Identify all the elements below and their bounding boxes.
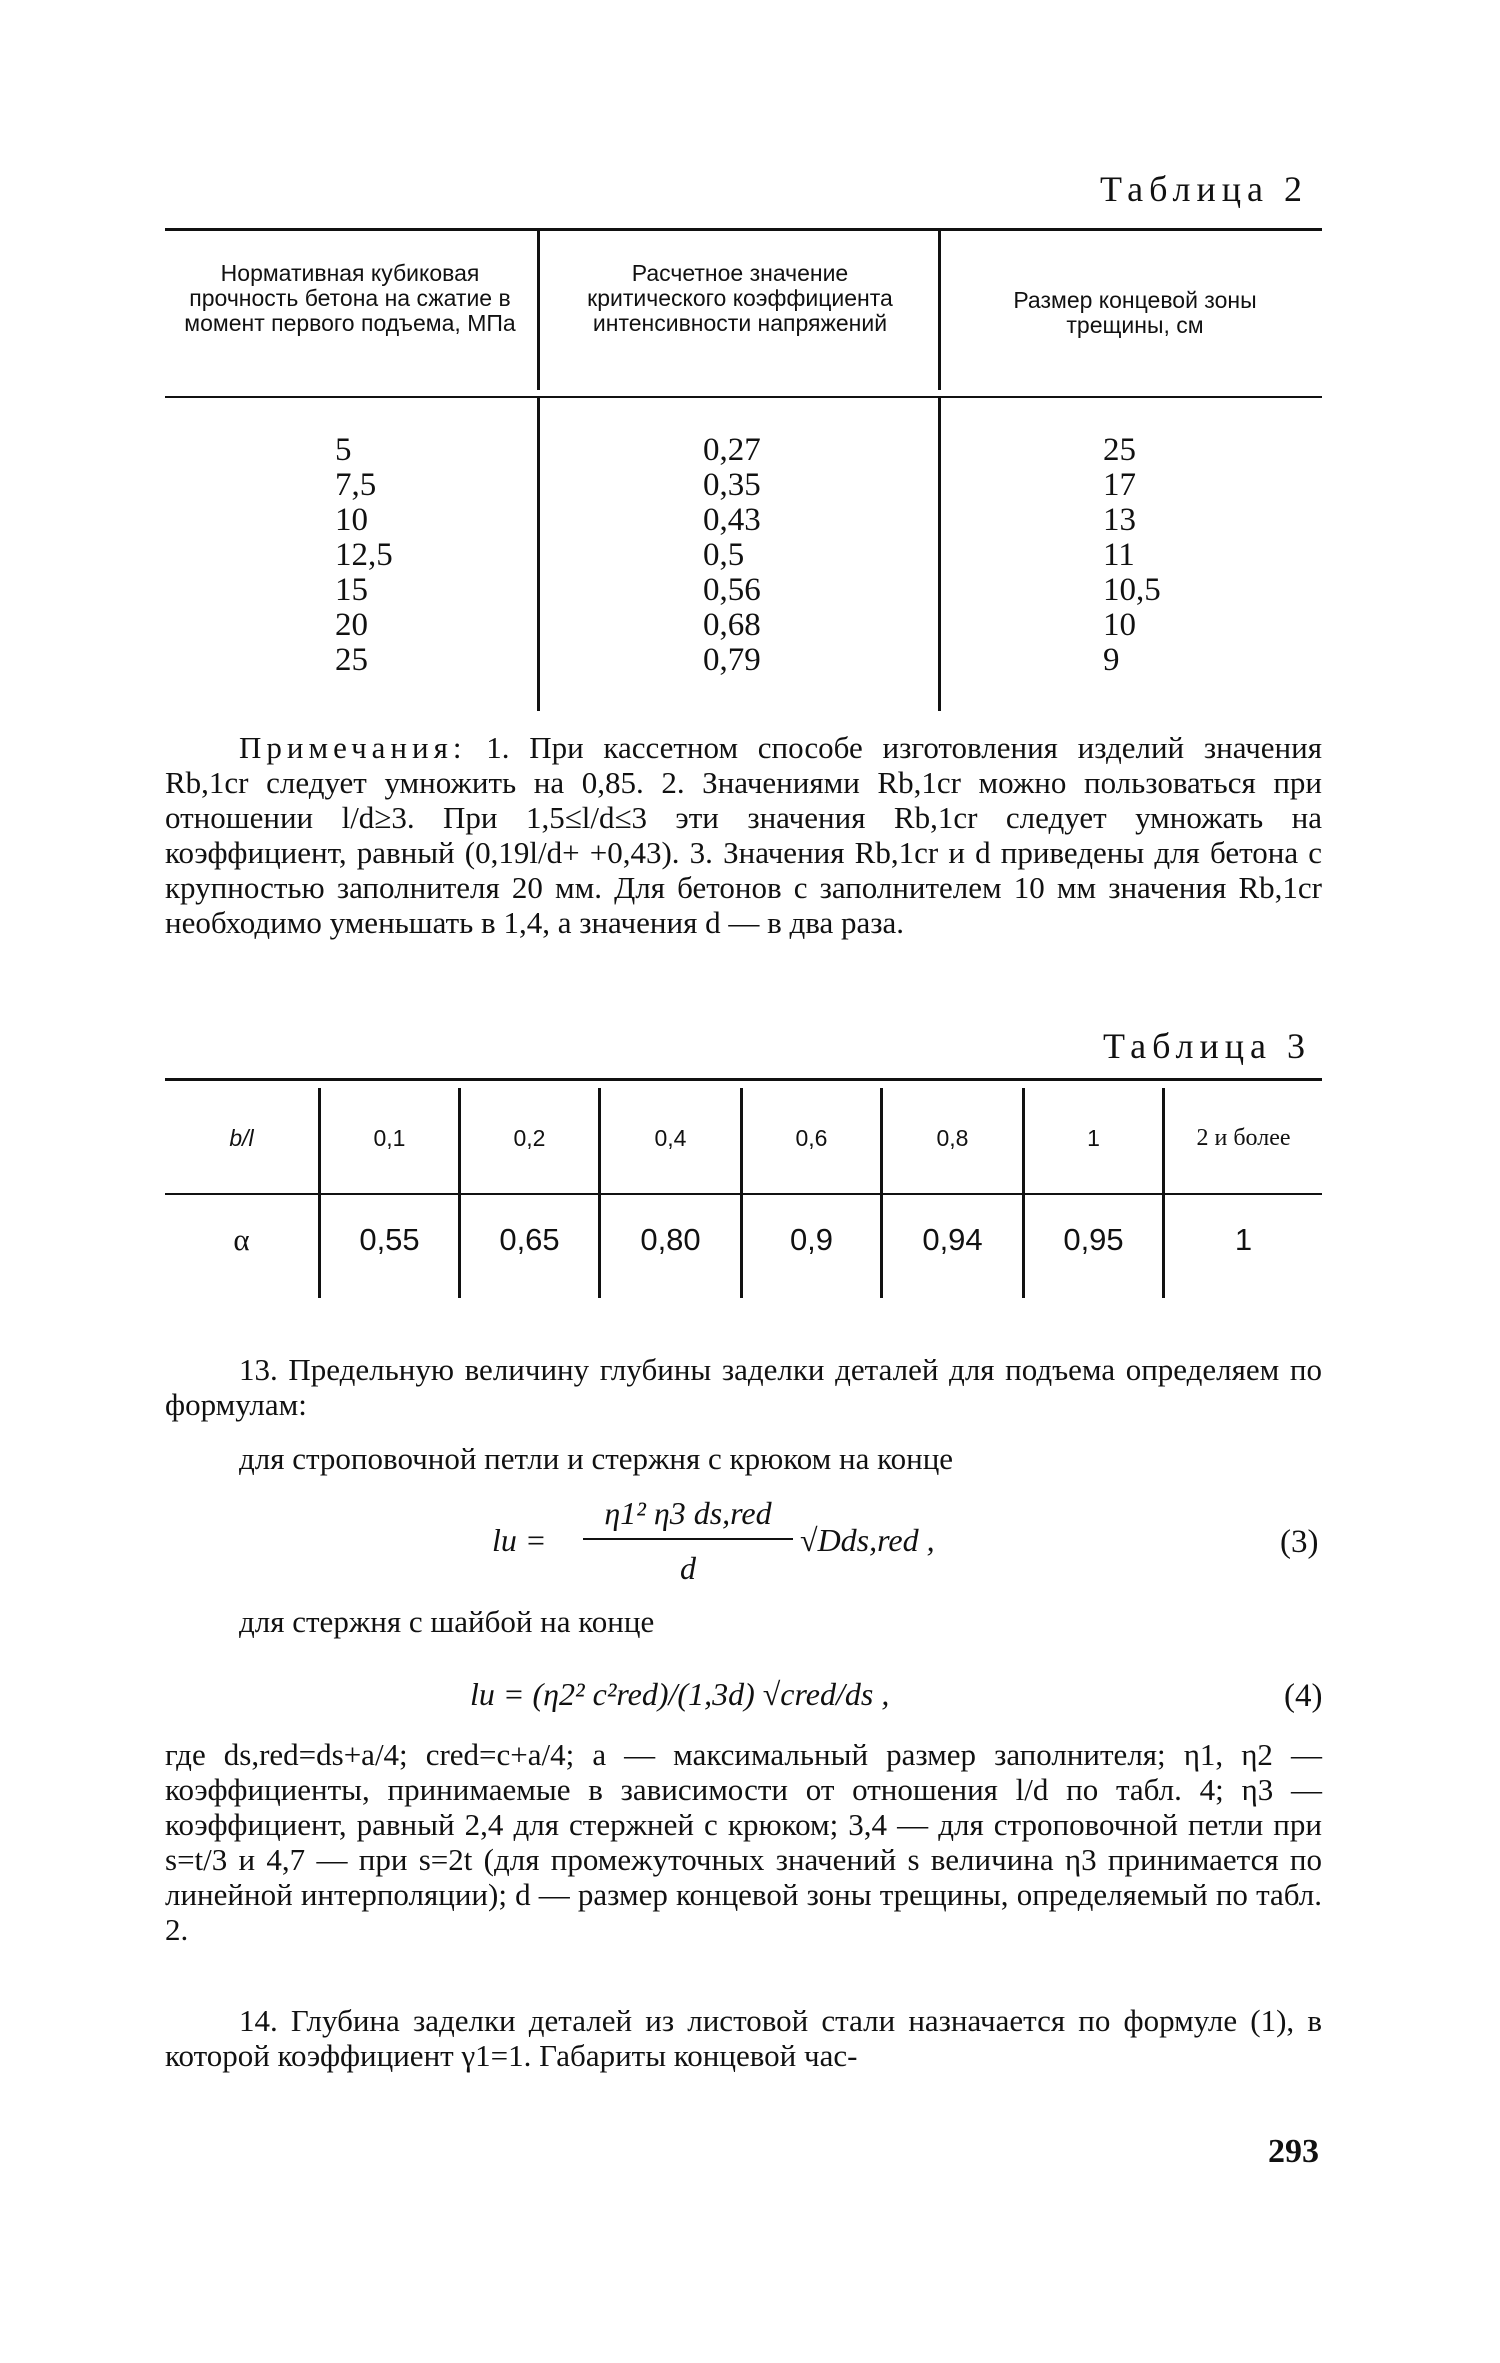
table2-notes	[165, 730, 1322, 940]
formula4-number: (4)	[1284, 1678, 1323, 1714]
table2-caption: Таблица 2	[1100, 169, 1308, 209]
table3-header-cell: 1	[1087, 1125, 1100, 1151]
table3-data-cell: 0,95	[1063, 1222, 1124, 1257]
section13-washer-label: для стержня с шайбой на конце	[239, 1604, 655, 1639]
formula3-denominator: d	[680, 1550, 696, 1586]
table3-header-cell: 0,6	[795, 1125, 828, 1151]
table2-col-zone-size: 25 17 13 11 10,5 10 9	[1103, 432, 1161, 678]
table2-divider	[938, 396, 941, 711]
table3-header-cell: 0,4	[654, 1125, 687, 1151]
table3-header-rule	[165, 1193, 1322, 1195]
table2-top-rule	[165, 228, 1322, 231]
formula3-fraction-bar	[583, 1538, 793, 1540]
table3-data-cell: 0,94	[922, 1222, 983, 1257]
formula3-root: √Dds,red ,	[800, 1522, 935, 1558]
table3-header-label: b/l	[229, 1125, 254, 1151]
section14: 14. Глубина заделки деталей из листовой стали назначается по формуле (1), в которой коэффициент γ1=1. Габариты концевой час-	[165, 2003, 1322, 2073]
table3-caption: Таблица 3	[1103, 1026, 1311, 1066]
table3-data-cell: 0,80	[640, 1222, 701, 1257]
table3-header-cell: 2 и более	[1196, 1125, 1291, 1151]
table3-data-cell: 0,9	[789, 1222, 834, 1257]
notes-text: 1. При кассетном способе изготовления изделий значения Rb,1cr следует умножить на 0,85. 2. Значениями Rb,1cr можно пользоваться при отношении l/d≥3. При 1,5≤l/d≤3 эти значения Rb,1cr следует умножать на коэффициент, равный (0,19l/d+ +0,43). 3. Значения Rb,1cr и d приведены для бетона с крупностью заполнителя 20 мм. Для бетонов с заполнителем 10 мм значения Rb,1cr необходимо уменьшать в 1,4, а значения d — в два раза.	[165, 730, 1322, 940]
formula4-expression: lu = (η2² c²red)/(1,3d) √cred/ds ,	[470, 1676, 890, 1712]
table3-data-cell: 0,55	[359, 1222, 420, 1257]
table2-header-coefficient: Расчетное значение критического коэффициента интенсивности напряжений	[587, 260, 893, 336]
table3	[165, 1078, 1322, 1308]
table3-top-rule	[165, 1078, 1322, 1081]
table3-header-cell: 0,8	[936, 1125, 969, 1151]
table2-divider	[938, 228, 941, 390]
table3-header-cell: 0,1	[373, 1125, 406, 1151]
table2-divider	[537, 396, 540, 711]
notes-label: Примечания:	[239, 730, 467, 765]
table3-data-cell: 0,65	[499, 1222, 560, 1257]
table3-row-label: α	[233, 1222, 250, 1257]
section13-where: где ds,red=ds+a/4; cred=c+a/4; a — максимальный размер заполнителя; η1, η2 — коэффициенты, принимаемые в зависимости от отношения l/d по табл. 4; η3 — коэффициент, равный 2,4 для стержней с крюком; 3,4 — для строповочной петли при s=t/3 и 4,7 — при s=2t (для промежуточных значений s величина η3 принимается по линейной интерполяции); d — размер концевой зоны трещины, определяемый по табл. 2.	[165, 1737, 1322, 1947]
table3-header-cell: 0,2	[513, 1125, 546, 1151]
table2-col-strength: 5 7,5 10 12,5 15 20 25	[335, 432, 393, 678]
table2-divider	[537, 228, 540, 390]
section13-loop-label: для строповочной петли и стержня с крюком на конце	[239, 1441, 954, 1476]
table2	[165, 228, 1322, 718]
table2-header-strength: Нормативная кубиковая прочность бетона на сжатие в момент первого подъема, МПа	[184, 260, 516, 336]
table2-col-coefficient: 0,27 0,35 0,43 0,5 0,56 0,68 0,79	[703, 432, 761, 678]
table2-header-zone-size: Размер концевой зоны трещины, см	[1013, 287, 1257, 338]
table2-header-rule	[165, 396, 1322, 398]
table3-data-cell: 1	[1234, 1222, 1253, 1257]
formula3-number: (3)	[1280, 1524, 1319, 1560]
formula3-lhs: lu =	[492, 1522, 547, 1558]
section13-intro: 13. Предельную величину глубины заделки деталей для подъема определяем по формулам:	[165, 1352, 1322, 1422]
formula3-numerator: η1² η3 ds,red	[604, 1495, 772, 1531]
page-number: 293	[1268, 2133, 1319, 2170]
